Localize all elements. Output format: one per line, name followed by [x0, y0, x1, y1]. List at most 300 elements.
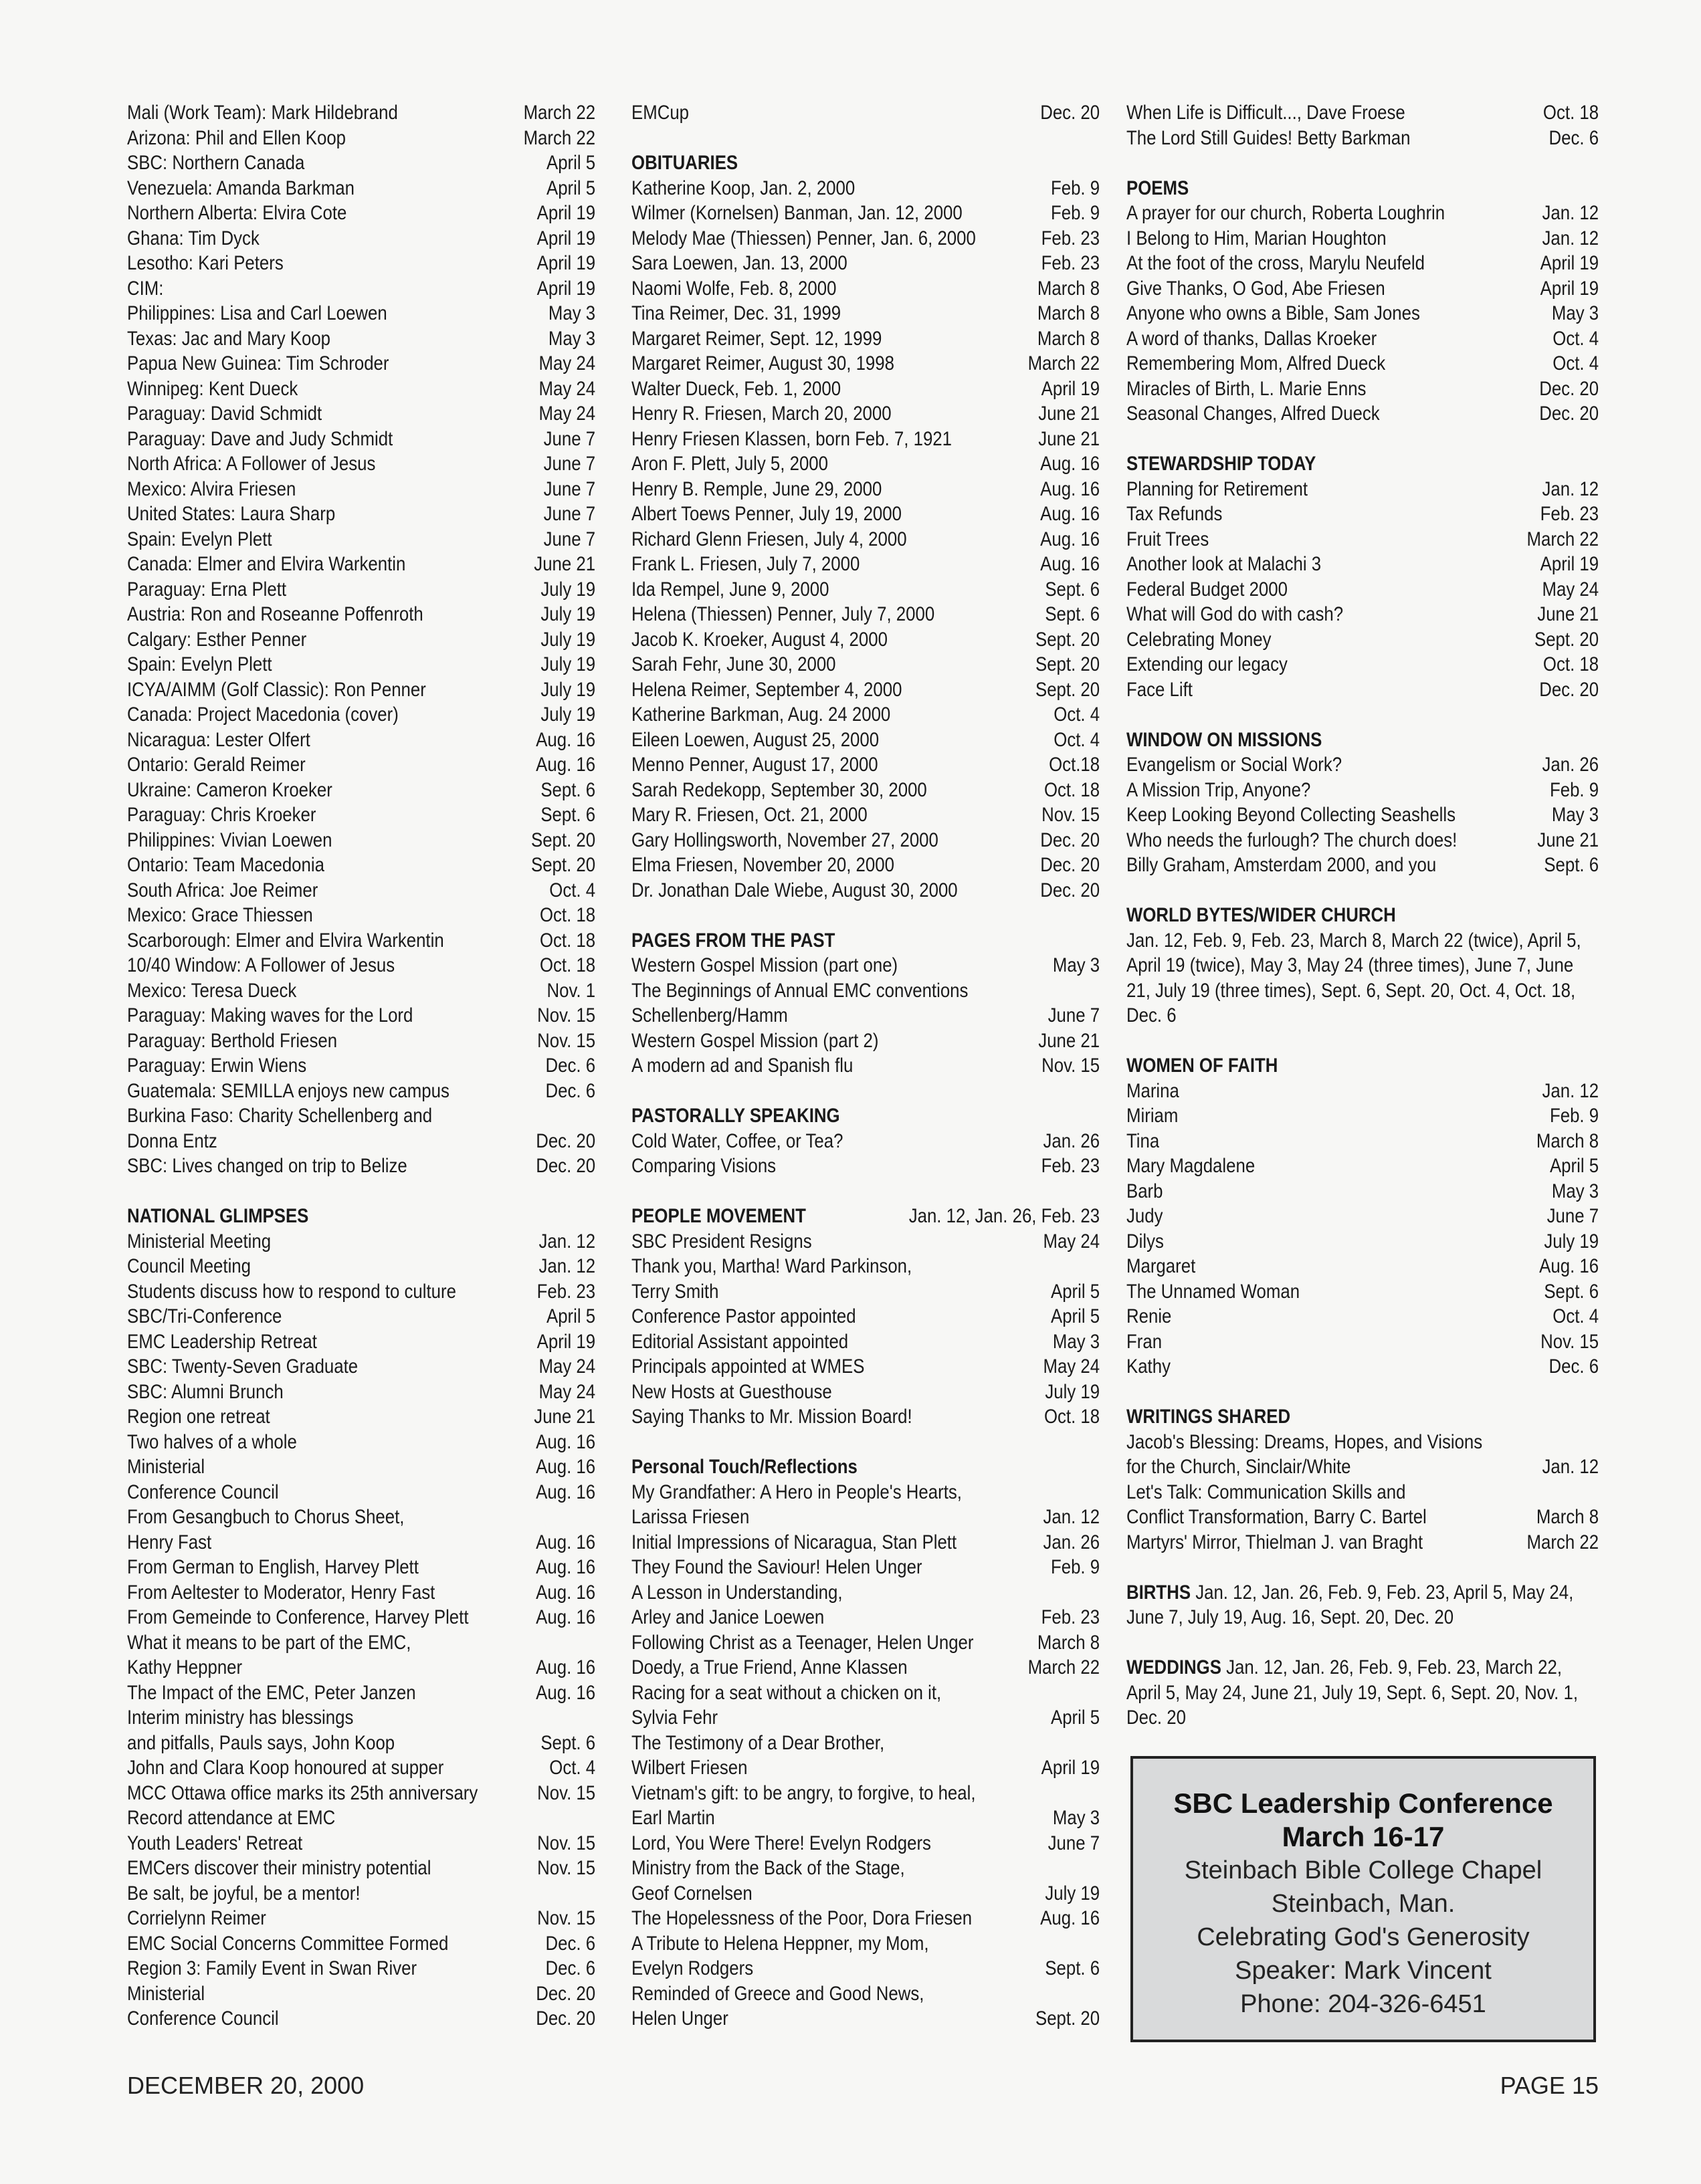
list-item [127, 376, 595, 402]
item-title: John and Clara Koop honoured at supper [127, 1757, 444, 1779]
item-title: Mali (Work Team): Mark Hildebrand [127, 102, 398, 124]
item-title: Mexico: Teresa Dueck [127, 979, 297, 1002]
list-item [127, 1279, 595, 1305]
item-date: Feb. 9 [1050, 177, 1100, 199]
item-title: The Beginnings of Annual EMC conventions Schellenberg/Hamm [631, 979, 969, 1026]
item-title: The Testimony of a Dear Brother, Wilbert Friesen [631, 1731, 885, 1779]
item-date: Aug. 16 [1040, 1907, 1100, 1929]
item-date: Dec. 20 [1040, 829, 1100, 851]
item-date: March 8 [1536, 1129, 1599, 1152]
item-date: Aug. 16 [536, 1656, 596, 1678]
list-item [127, 1956, 595, 1981]
item-title: North Africa: A Follower of Jesus [127, 453, 376, 475]
list-item [1126, 1430, 1599, 1480]
list-item [1126, 351, 1599, 376]
list-item [631, 376, 1100, 402]
list-item [127, 126, 595, 151]
item-date: July 19 [1544, 1230, 1599, 1252]
item-title: Spain: Evelyn Plett [127, 653, 272, 675]
item-title: Sarah Fehr, June 30, 2000 [631, 653, 836, 675]
item-date: July 19 [540, 703, 596, 726]
list-item [1126, 1154, 1599, 1179]
item-title: Ministerial [127, 1456, 205, 1478]
list-item [631, 552, 1100, 577]
list-item [127, 1229, 595, 1254]
item-title: Be salt, be joyful, be a mentor! Corrielynn Reimer [127, 1882, 361, 1929]
item-date: Nov. 1 [546, 979, 596, 1002]
window-on-missions-heading: WINDOW ON MISSIONS [1126, 728, 1322, 751]
list-item [631, 1053, 1100, 1079]
poems-list [1126, 201, 1599, 427]
item-title: My Grandfather: A Hero in People's Hearts, Larissa Friesen [631, 1481, 962, 1528]
item-title: Helena (Thiessen) Penner, July 7, 2000 [631, 603, 935, 625]
item-date: Nov. 15 [1041, 804, 1100, 826]
item-title: Who needs the furlough? The church does! [1126, 829, 1458, 851]
item-title: SBC: Northern Canada [127, 152, 305, 174]
item-date: Sept. 6 [540, 1731, 596, 1754]
item-date: Dec. 20 [536, 1155, 596, 1177]
list-item [127, 301, 595, 326]
item-title: Richard Glenn Friesen, July 4, 2000 [631, 528, 907, 550]
item-title: CIM: [127, 277, 164, 300]
item-date: Sept. 6 [1544, 854, 1599, 876]
list-item [631, 1028, 1100, 1054]
item-date: Aug. 16 [536, 728, 596, 751]
item-date: Nov. 15 [1041, 1055, 1100, 1077]
item-date: June 7 [1047, 1004, 1100, 1026]
item-title: Record attendance at EMC Youth Leaders' Retreat [127, 1807, 336, 1854]
item-date: Jan. 26 [1542, 754, 1599, 776]
item-date: Nov. 15 [537, 1004, 596, 1026]
births-label: BIRTHS [1126, 1581, 1191, 1604]
item-date: Aug. 16 [536, 754, 596, 776]
list-item [127, 1705, 595, 1755]
item-title: Racing for a seat without a chicken on it, Sylvia Fehr [631, 1681, 942, 1729]
item-date: June 7 [543, 453, 596, 475]
item-title: ICYA/AIMM (Golf Classic): Ron Penner [127, 678, 426, 701]
item-title: A Mission Trip, Anyone? [1126, 778, 1311, 801]
item-date: June 21 [1537, 829, 1599, 851]
item-title: Austria: Ron and Roseanne Poffenroth [127, 603, 423, 625]
list-item [127, 1630, 595, 1680]
sbc-leadership-conference-box [1130, 1756, 1596, 2042]
item-date: July 19 [540, 653, 596, 675]
item-date: June 7 [543, 427, 596, 450]
pastorally-speaking-heading: PASTORALLY SPEAKING [631, 1105, 840, 1127]
item-title: Lesotho: Kari Peters [127, 252, 284, 274]
item-title: Henry Friesen Klassen, born Feb. 7, 1921 [631, 427, 952, 450]
item-date: Aug. 16 [1040, 503, 1100, 525]
list-item [631, 778, 1100, 803]
item-date: April 5 [546, 152, 596, 174]
item-title: Melody Mae (Thiessen) Penner, Jan. 6, 2000 [631, 227, 976, 249]
item-date: Sept. 20 [1035, 2007, 1100, 2030]
list-item [1126, 401, 1599, 427]
list-item [127, 1480, 595, 1505]
item-title: Burkina Faso: Charity Schellenberg and Donna Entz [127, 1105, 433, 1152]
obituaries-list [631, 176, 1100, 903]
item-title: Sara Loewen, Jan. 13, 2000 [631, 252, 847, 274]
item-title: EMC Leadership Retreat [127, 1330, 317, 1353]
item-title: Scarborough: Elmer and Elvira Warkentin [127, 929, 444, 952]
item-date: Oct. 18 [1043, 778, 1100, 801]
item-date: March 22 [523, 102, 596, 124]
list-item [631, 251, 1100, 276]
weddings-label: WEDDINGS [1126, 1656, 1221, 1678]
item-date: Nov. 15 [537, 1781, 596, 1804]
item-date: Dec. 20 [1040, 879, 1100, 901]
item-title: From Gemeinde to Conference, Harvey Plett [127, 1606, 469, 1628]
item-date: April 19 [1041, 1757, 1100, 1779]
item-title: Guatemala: SEMILLA enjoys new campus [127, 1079, 449, 1102]
item-title: Texas: Jac and Mary Koop [127, 327, 331, 350]
item-title: Philippines: Lisa and Carl Loewen [127, 302, 387, 324]
item-date: Dec. 6 [1548, 1355, 1599, 1378]
item-date: Sept. 6 [1045, 1957, 1100, 1979]
item-title: The Hopelessness of the Poor, Dora Friesen [631, 1907, 973, 1929]
list-item [631, 326, 1100, 352]
item-title: Federal Budget 2000 [1126, 578, 1288, 600]
list-item [631, 276, 1100, 302]
list-item [1126, 1129, 1599, 1154]
list-item [127, 978, 595, 1004]
item-title: MCC Ottawa office marks its 25th anniversary [127, 1781, 478, 1804]
list-item [127, 1580, 595, 1606]
item-title: Mexico: Grace Thiessen [127, 904, 313, 926]
item-title: Ontario: Gerald Reimer [127, 754, 306, 776]
item-title: From German to English, Harvey Plett [127, 1556, 419, 1578]
list-item [1126, 1204, 1599, 1229]
column-left [127, 100, 595, 2032]
list-item [127, 527, 595, 552]
item-title: A modern ad and Spanish flu [631, 1055, 854, 1077]
item-date: June 21 [1537, 603, 1599, 625]
box-line: Phone: 204-326-6451 [1240, 1990, 1486, 2018]
list-item [1126, 502, 1599, 527]
item-date: Sept. 6 [1045, 578, 1100, 600]
list-item [631, 1856, 1100, 1906]
item-date: Aug. 16 [1040, 453, 1100, 475]
list-item [631, 953, 1100, 978]
list-item [127, 1028, 595, 1054]
item-title: Katherine Barkman, Aug. 24 2000 [631, 703, 891, 726]
item-title: Region 3: Family Event in Swan River [127, 1957, 417, 1979]
list-item [631, 1680, 1100, 1731]
item-title: Fruit Trees [1126, 528, 1209, 550]
list-item [127, 1781, 595, 1806]
item-title: Margaret Reimer, August 30, 1998 [631, 352, 894, 374]
list-item [1126, 1254, 1599, 1279]
list-item [127, 802, 595, 828]
item-title: The Impact of the EMC, Peter Janzen [127, 1681, 416, 1704]
item-title: Interim ministry has blessings and pitfalls, Pauls says, John Koop [127, 1707, 395, 1754]
item-date: June 7 [1047, 1832, 1100, 1854]
item-title: Marina [1126, 1079, 1179, 1102]
list-item [631, 1731, 1100, 1781]
item-title: At the foot of the cross, Marylu Neufeld [1126, 252, 1425, 274]
list-item [631, 1154, 1100, 1179]
list-item [631, 878, 1100, 903]
item-date: April 19 [1540, 277, 1599, 300]
item-title: Ministerial [127, 1982, 205, 2005]
personal-touch-list [631, 1480, 1100, 2032]
list-item [127, 1931, 595, 1957]
list-item [1126, 1229, 1599, 1254]
item-date: Jan. 26 [1043, 1129, 1100, 1152]
list-item [1126, 677, 1599, 703]
box-title: SBC Leadership Conference [1173, 1787, 1553, 1819]
list-item [127, 176, 595, 201]
list-item [631, 1380, 1100, 1405]
list-item [127, 1304, 595, 1329]
item-title: Ghana: Tim Dyck [127, 227, 260, 249]
list-item [127, 226, 595, 251]
item-title: Mary Magdalene [1126, 1155, 1256, 1177]
item-title: 10/40 Window: A Follower of Jesus [127, 954, 395, 976]
item-title: SBC: Lives changed on trip to Belize [127, 1155, 407, 1177]
list-item [127, 552, 595, 577]
item-date: March 8 [1037, 302, 1100, 324]
item-date: Sept. 20 [1035, 628, 1100, 651]
item-date: March 22 [1027, 352, 1100, 374]
item-title: Paraguay: Berthold Friesen [127, 1029, 338, 1052]
list-item [1126, 1103, 1599, 1129]
item-date: Oct. 18 [1542, 102, 1599, 124]
item-title: Fran [1126, 1330, 1163, 1353]
item-title: New Hosts at Guesthouse [631, 1380, 832, 1403]
item-date: March 8 [1037, 277, 1100, 300]
item-date: May 24 [538, 1380, 596, 1403]
item-title: Paraguay: Erna Plett [127, 578, 287, 600]
list-item [631, 677, 1100, 703]
item-date: Aug. 16 [536, 1456, 596, 1478]
item-title: SBC: Alumni Brunch [127, 1380, 284, 1403]
list-item [631, 301, 1100, 326]
item-date: March 22 [523, 126, 596, 149]
list-item [1126, 1304, 1599, 1329]
people-movement-dates: Jan. 12, Jan. 26, Feb. 23 [908, 1205, 1100, 1227]
list-item [127, 1103, 595, 1154]
obituaries-heading: OBITUARIES [631, 152, 738, 174]
list-item [1126, 1480, 1599, 1530]
item-date: Feb. 9 [1549, 1105, 1599, 1127]
item-date: Aug. 16 [536, 1606, 596, 1628]
item-date: May 24 [1043, 1355, 1100, 1378]
item-date: May 3 [548, 327, 596, 350]
item-title: Spain: Evelyn Plett [127, 528, 272, 550]
list-item [127, 351, 595, 376]
list-item [127, 602, 595, 627]
item-date: Dec. 20 [1539, 678, 1599, 701]
item-title: Helena Reimer, September 4, 2000 [631, 678, 902, 701]
list-item [127, 401, 595, 427]
item-date: April 19 [1041, 377, 1100, 400]
item-date: Aug. 16 [1040, 528, 1100, 550]
list-item [631, 1906, 1100, 1931]
item-date: May 3 [1551, 804, 1599, 826]
item-date: Aug. 16 [536, 1481, 596, 1503]
item-title: The Lord Still Guides! Betty Barkman [1126, 126, 1411, 149]
people-movement-heading: PEOPLE MOVEMENT Jan. 12, Jan. 26, Feb. 23 [631, 1204, 1100, 1229]
box-line: Speaker: Mark Vincent [1235, 1957, 1492, 1985]
list-item [127, 1680, 595, 1706]
item-title: Paraguay: Erwin Wiens [127, 1055, 307, 1077]
box-line: Steinbach, Man. [1271, 1890, 1456, 1918]
item-date: June 7 [543, 477, 596, 500]
item-date: Dec. 6 [545, 1055, 596, 1077]
item-date: Feb. 9 [1050, 1556, 1100, 1578]
item-title: United States: Laura Sharp [127, 503, 336, 525]
emcup-entry: EMCup Dec. 20 [631, 102, 1100, 124]
item-title: Western Gospel Mission (part 2) [631, 1029, 879, 1052]
list-item [631, 226, 1100, 251]
item-title: Wilmer (Kornelsen) Banman, Jan. 12, 2000 [631, 202, 963, 224]
item-title: Anyone who owns a Bible, Sam Jones [1126, 302, 1420, 324]
item-title: Western Gospel Mission (part one) [631, 954, 898, 976]
item-date: Jan. 26 [1043, 1531, 1100, 1553]
item-title: Arizona: Phil and Ellen Koop [127, 126, 346, 149]
item-title: Council Meeting [127, 1255, 252, 1277]
column-right [1126, 100, 1599, 1731]
footer-date: DECEMBER 20, 2000 [127, 2072, 365, 2099]
item-title: Paraguay: Making waves for the Lord [127, 1004, 413, 1026]
item-date: April 19 [536, 252, 596, 274]
item-date: Feb. 23 [1041, 252, 1100, 274]
people-movement-list [631, 1229, 1100, 1430]
item-date: Oct. 4 [1553, 327, 1599, 350]
item-title: Walter Dueck, Feb. 1, 2000 [631, 377, 841, 400]
item-date: April 19 [1540, 252, 1599, 274]
item-date: Jan. 12 [1542, 202, 1599, 224]
women-of-faith-heading: WOMEN OF FAITH [1126, 1055, 1278, 1077]
item-title: Celebrating Money [1126, 628, 1272, 651]
item-date: March 22 [1526, 528, 1599, 550]
list-item [1126, 276, 1599, 302]
item-date: July 19 [1045, 1380, 1100, 1403]
item-title: SBC: Twenty-Seven Graduate [127, 1355, 359, 1378]
list-item [1126, 527, 1599, 552]
item-date: Oct. 18 [1043, 1406, 1100, 1428]
item-title: Margaret [1126, 1255, 1196, 1277]
item-date: July 19 [540, 578, 596, 600]
item-date: May 24 [538, 377, 596, 400]
item-date: March 8 [1037, 327, 1100, 350]
list-item [1126, 853, 1599, 878]
list-item [127, 1806, 595, 1856]
item-date: May 3 [1551, 1180, 1599, 1202]
item-date: March 22 [1027, 1656, 1100, 1678]
item-date: Dec. 20 [536, 1982, 596, 2005]
item-date: June 21 [534, 1406, 596, 1428]
missions-list [127, 100, 595, 1179]
item-title: Another look at Malachi 3 [1126, 553, 1322, 575]
item-date: Dec. 20 [1539, 377, 1599, 400]
item-title: SBC/Tri-Conference [127, 1305, 282, 1327]
item-title: South Africa: Joe Reimer [127, 879, 318, 901]
item-date: Aug. 16 [536, 1581, 596, 1604]
list-item [631, 828, 1100, 853]
item-title: Canada: Elmer and Elvira Warkentin [127, 553, 406, 575]
item-date: April 5 [1050, 1305, 1100, 1327]
item-title: Reminded of Greece and Good News, Helen Unger [631, 1982, 924, 2030]
list-item [631, 728, 1100, 753]
item-date: Jan. 12 [538, 1230, 596, 1252]
item-date: June 7 [543, 503, 596, 525]
item-title: Lord, You Were There! Evelyn Rodgers [631, 1832, 931, 1854]
list-item [631, 1630, 1100, 1656]
item-date: Dec. 6 [545, 1932, 596, 1955]
item-date: Jan. 12 [1542, 227, 1599, 249]
list-item [631, 502, 1100, 527]
item-title: EMCers discover their ministry potential [127, 1857, 431, 1879]
item-title: From Gesangbuch to Chorus Sheet, Henry Fast [127, 1506, 405, 1553]
item-date: June 7 [543, 528, 596, 550]
list-item [127, 652, 595, 677]
list-item [631, 1781, 1100, 1831]
list-item [127, 100, 595, 126]
item-date: Aug. 16 [1040, 553, 1100, 575]
item-title: Ministry from the Back of the Stage, Geof Cornelsen [631, 1857, 905, 1904]
stewardship-heading: STEWARDSHIP TODAY [1126, 453, 1316, 475]
item-date: Oct. 4 [549, 1757, 596, 1779]
list-item [631, 1254, 1100, 1304]
item-title: Nicaragua: Lester Olfert [127, 728, 310, 751]
item-date: Oct. 18 [1542, 653, 1599, 675]
item-title: Ukraine: Cameron Kroeker [127, 778, 332, 801]
item-date: Dec. 6 [1548, 126, 1599, 149]
list-item [127, 1981, 595, 2007]
list-item [127, 451, 595, 477]
list-item [1126, 1530, 1599, 1555]
item-title: Following Christ as a Teenager, Helen Unger [631, 1631, 974, 1654]
list-item [127, 276, 595, 302]
item-date: Aug. 16 [1040, 477, 1100, 500]
list-item [631, 1831, 1100, 1856]
weddings-paragraph [1126, 1655, 1599, 1731]
item-title: From Aeltester to Moderator, Henry Fast [127, 1581, 435, 1604]
list-item [1126, 477, 1599, 502]
item-date: June 21 [1038, 403, 1100, 425]
item-title: Dilys [1126, 1230, 1164, 1252]
item-title: Ida Rempel, June 9, 2000 [631, 578, 829, 600]
list-item [127, 1329, 595, 1355]
list-item [127, 903, 595, 928]
item-date: Jan. 12 [1542, 477, 1599, 500]
item-title: Let's Talk: Communication Skills and Conflict Transformation, Barry C. Bartel [1126, 1481, 1427, 1528]
item-title: Paraguay: David Schmidt [127, 403, 322, 425]
item-date: April 19 [536, 1330, 596, 1353]
item-title: Tina Reimer, Dec. 31, 1999 [631, 302, 841, 324]
list-item [1126, 1329, 1599, 1355]
item-date: Feb. 23 [1041, 227, 1100, 249]
list-item [631, 1530, 1100, 1555]
list-item [631, 1304, 1100, 1329]
item-title: Sarah Redekopp, September 30, 2000 [631, 778, 927, 801]
item-date: April 19 [536, 277, 596, 300]
item-title: Students discuss how to respond to culture [127, 1280, 456, 1303]
list-item [1126, 226, 1599, 251]
item-title: I Belong to Him, Marian Houghton [1126, 227, 1387, 249]
item-title: Eileen Loewen, August 25, 2000 [631, 728, 880, 751]
item-date: Oct. 18 [539, 904, 596, 926]
item-title: Comparing Visions [631, 1155, 777, 1177]
item-title: Vietnam's gift: to be angry, to forgive, to heal, Earl Martin [631, 1781, 976, 1829]
list-item [127, 1605, 595, 1630]
list-item [1126, 201, 1599, 226]
list-item [631, 627, 1100, 653]
list-item [127, 1254, 595, 1279]
item-date: Nov. 15 [537, 1907, 596, 1929]
